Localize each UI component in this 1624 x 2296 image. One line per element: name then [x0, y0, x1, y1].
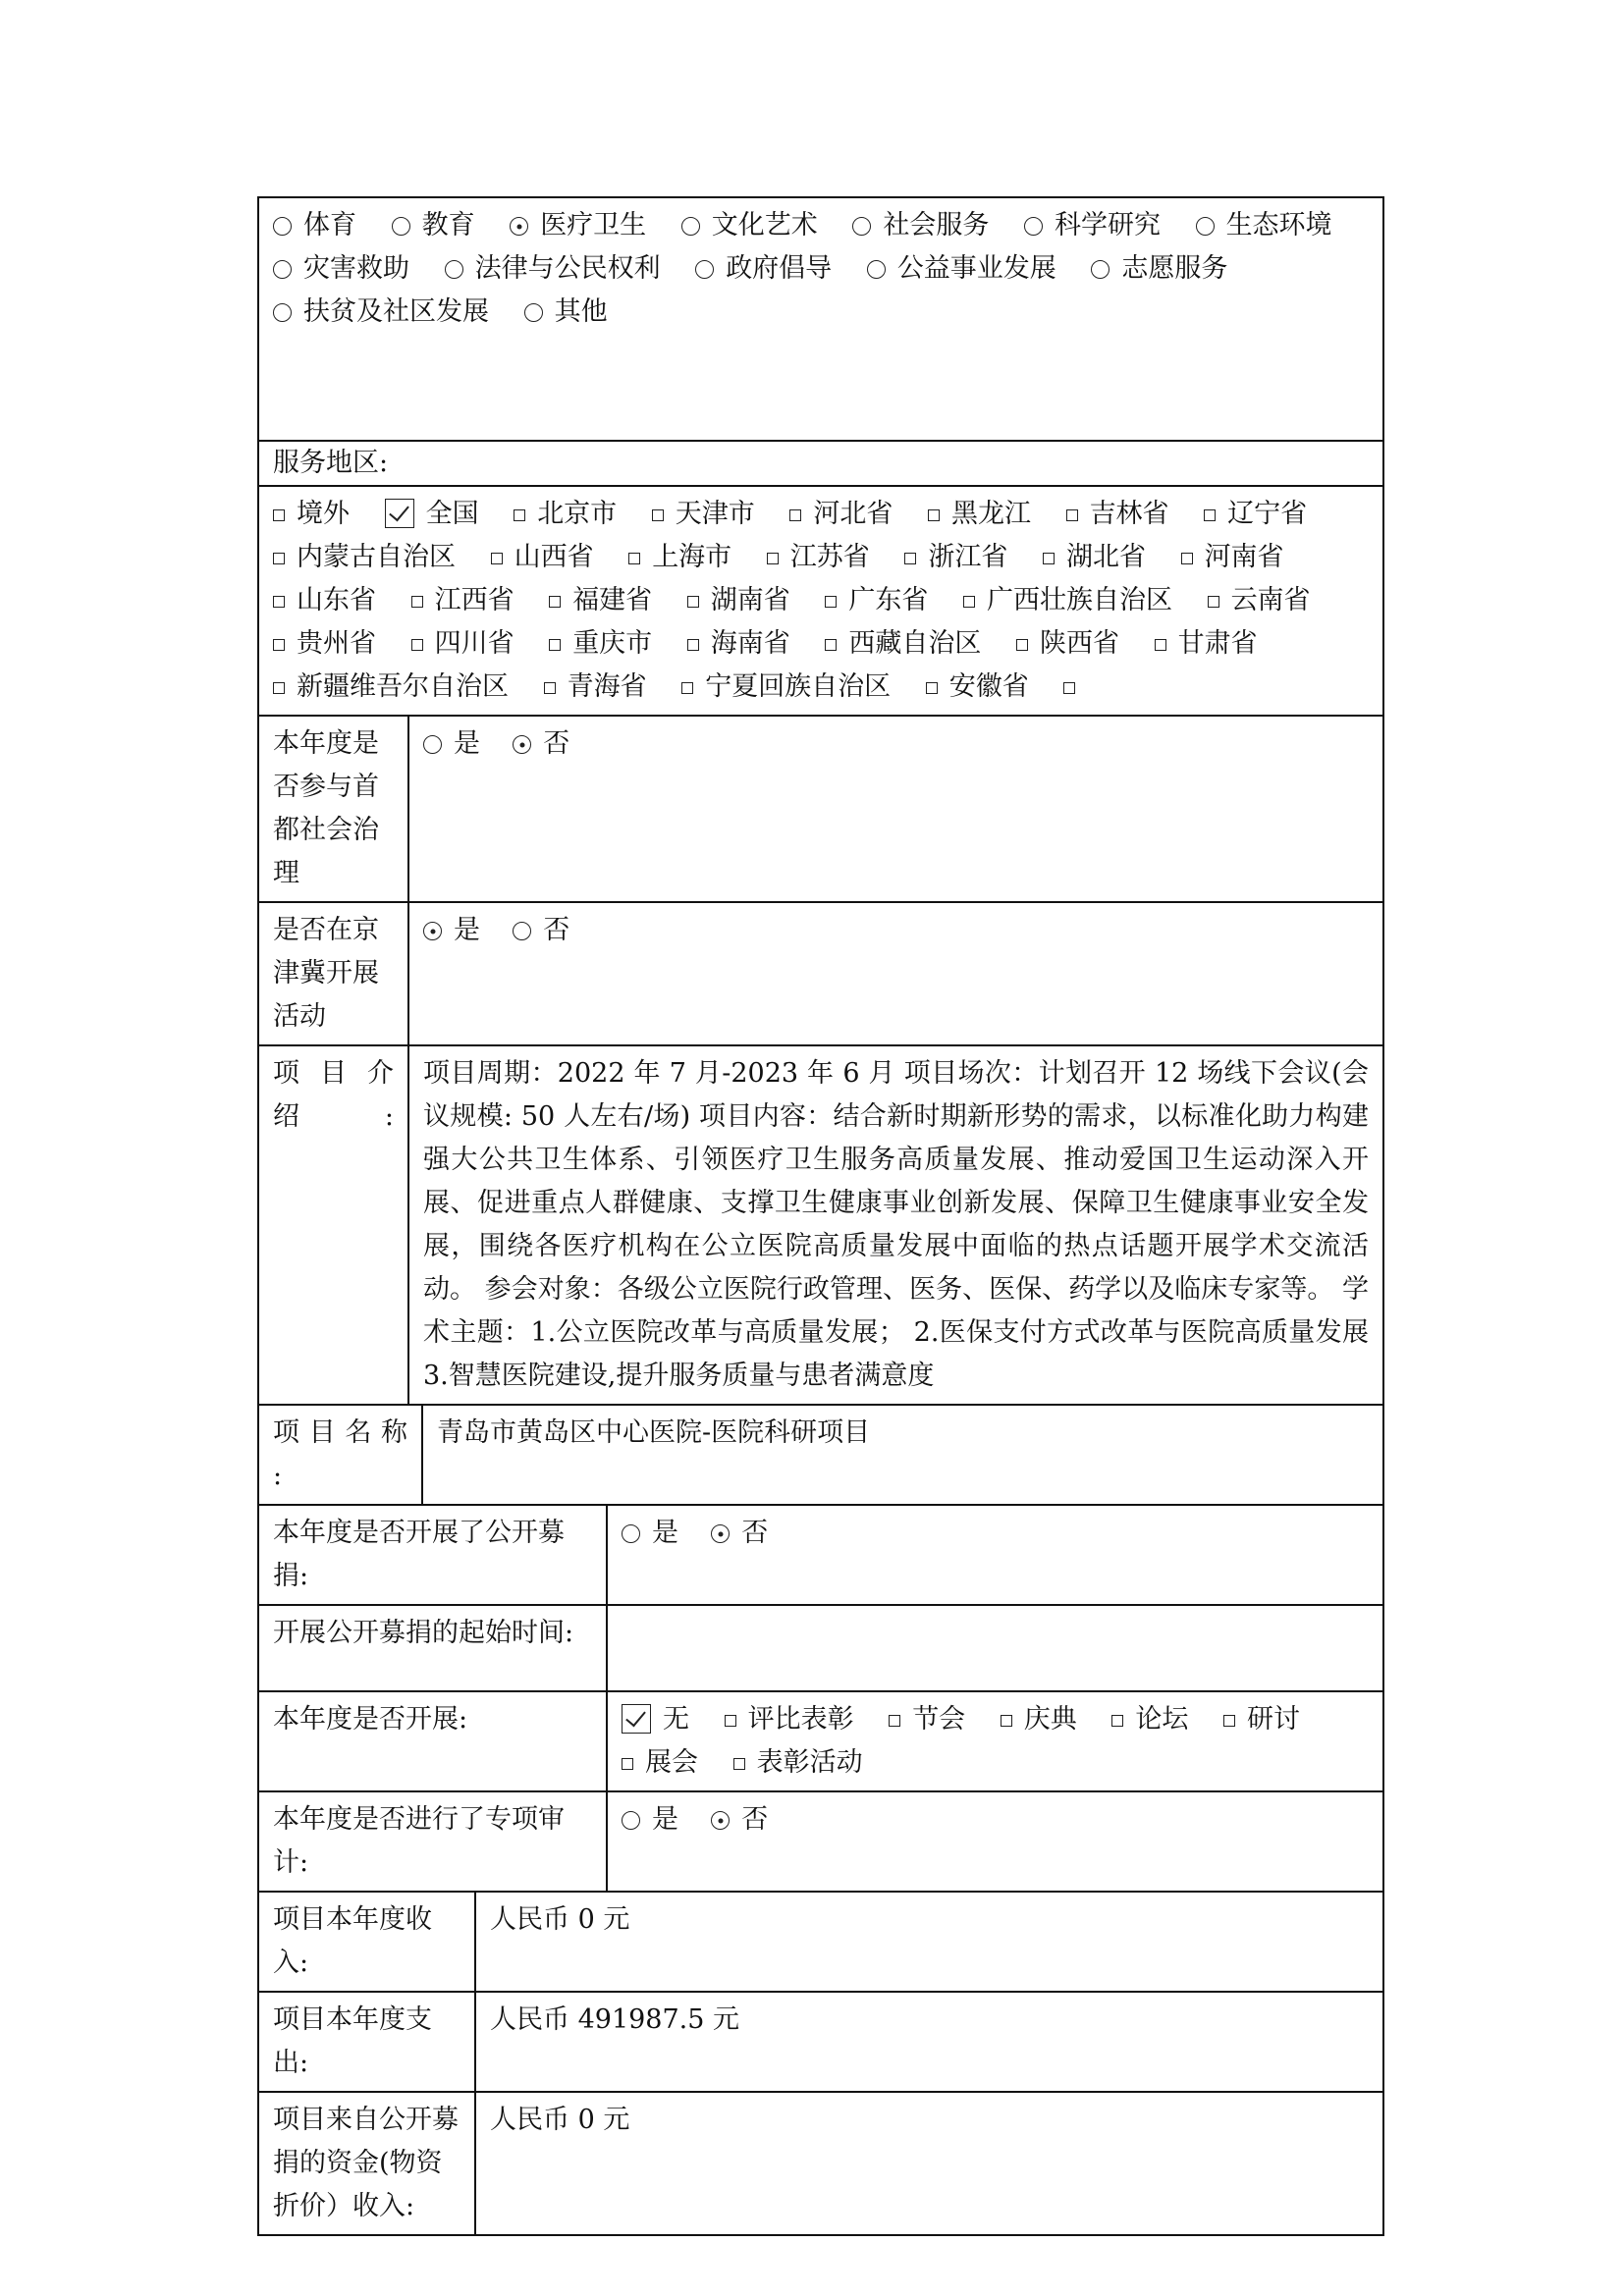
event-option-label: 研讨 — [1246, 1704, 1300, 1735]
service-area-option-label: 黑龙江 — [950, 499, 1031, 529]
intro-label-cell — [258, 1045, 408, 1405]
checkbox-icon — [963, 596, 975, 608]
service-area-option-label: 北京市 — [537, 499, 618, 529]
checkbox-icon — [1043, 553, 1055, 564]
special-audit-label-cell — [258, 1791, 607, 1892]
intro-text-cell — [408, 1045, 1383, 1405]
category-option-label: 其他 — [554, 296, 608, 327]
service-area-option[interactable] — [411, 585, 514, 615]
radio-icon — [867, 260, 886, 279]
category-options — [258, 197, 1383, 441]
radio-icon — [695, 260, 714, 279]
service-area-option[interactable] — [789, 499, 893, 529]
service-area-option-label: 山西省 — [514, 542, 594, 572]
service-area-option-label: 湖北省 — [1065, 542, 1146, 572]
form-table-name — [257, 1404, 1384, 1506]
checkbox-icon — [767, 553, 779, 564]
special-audit-yes[interactable]: 是 — [622, 1804, 678, 1835]
checkbox-icon — [273, 509, 285, 521]
category-option[interactable] — [681, 210, 818, 240]
checkbox-icon — [1001, 1715, 1012, 1727]
service-area-option[interactable] — [825, 585, 928, 615]
checkbox-icon — [681, 682, 693, 694]
radio-selected-icon — [711, 1524, 730, 1543]
checkbox-icon — [544, 682, 556, 694]
checkbox-icon — [514, 509, 525, 521]
service-area-option-label: 广西壮族自治区 — [986, 585, 1172, 615]
checkbox-icon — [928, 509, 940, 521]
report-form — [257, 196, 1384, 2236]
service-area-option[interactable] — [1043, 542, 1146, 572]
capital-governance-no[interactable]: 否 — [513, 728, 569, 759]
checkbox-icon — [733, 1758, 745, 1770]
expense-label: 项目本年度支出: — [273, 2004, 432, 2078]
service-area-option[interactable] — [549, 628, 652, 659]
radio-icon — [1024, 217, 1043, 236]
checkbox-icon — [825, 639, 837, 651]
service-area-option-label: 吉林省 — [1089, 499, 1169, 529]
public-funds-value: 人民币 0 元 — [490, 2105, 630, 2135]
service-area-option-label: 宁夏回族自治区 — [705, 671, 892, 702]
service-area-option-label: 河南省 — [1204, 542, 1284, 572]
service-area-option[interactable] — [273, 585, 376, 615]
radio-selected-icon — [513, 735, 531, 754]
checkbox-icon — [1208, 596, 1219, 608]
checkbox-icon — [549, 639, 561, 651]
public-fundraising-value — [607, 1505, 1383, 1605]
category-option-label: 志愿服务 — [1121, 253, 1228, 284]
events-checkbox-group[interactable] — [622, 1704, 1335, 1778]
checkbox-icon — [491, 553, 503, 564]
service-area-option[interactable] — [904, 542, 1007, 572]
special-audit-no[interactable]: 否 — [711, 1804, 768, 1835]
service-area-option-label: 湖南省 — [710, 585, 790, 615]
category-option-label: 灾害救助 — [303, 253, 409, 284]
service-area-option[interactable] — [825, 628, 981, 659]
event-option-label: 庆典 — [1023, 1704, 1077, 1735]
public-funds-label-cell — [258, 2092, 475, 2235]
checkbox-icon — [725, 1715, 736, 1727]
service-area-label: 服务地区: — [273, 448, 389, 478]
checkbox-icon — [687, 596, 699, 608]
intro-text: 项目周期：2022 年 7 月-2023 年 6 月 项目场次：计划召开 12 场线下会议(会议规模: 50 人左右/场) 项目内容：结合新时期新形势的需求，以标准化助力构建强大公共卫生体系、引领医疗卫生服务高质量发展、推动爱国卫生运动深入开展、促进重点人群健康、支撑卫生健康事业创新发展、保障卫生健康事业安全发展，围绕各医疗机构在公立医院高质量发展中面临的热点话题开展学术交流活动。 参会对象：各级公立医院行政管理、医务、医保、药学以及临床专家等。 学术主题：1.公立医院改革与高质量发展； 2.医保支付方式改革与医院高质量发展 3.智慧医院建设,提升服务质量与患者满意度 — [423, 1058, 1369, 1391]
event-option-label: 展会 — [645, 1747, 698, 1778]
event-option[interactable] — [725, 1704, 854, 1735]
radio-icon — [445, 260, 463, 279]
category-option-label: 公益事业发展 — [896, 253, 1056, 284]
service-area-option[interactable] — [514, 499, 617, 529]
jjj-activity-no[interactable]: 否 — [513, 915, 569, 945]
service-area-option-label: 甘肃省 — [1177, 628, 1258, 659]
service-area-option[interactable] — [544, 671, 647, 702]
checkbox-icon — [1016, 639, 1028, 651]
category-option-label: 体育 — [303, 210, 356, 240]
checkbox-icon — [926, 682, 938, 694]
service-area-option-label: 陕西省 — [1039, 628, 1119, 659]
special-audit-label: 本年度是否进行了专项审计: — [273, 1804, 565, 1878]
service-area-option-label: 河北省 — [813, 499, 893, 529]
income-label-cell — [258, 1892, 475, 1992]
category-option[interactable] — [273, 296, 489, 327]
radio-icon — [852, 217, 871, 236]
service-area-option[interactable] — [411, 628, 514, 659]
checkbox-checked-icon — [622, 1704, 651, 1734]
expense-value-cell — [475, 1992, 1383, 2092]
service-area-option[interactable] — [273, 628, 376, 659]
capital-governance-yes[interactable]: 是 — [423, 728, 480, 759]
radio-icon — [622, 1811, 640, 1830]
fundraising-start-label: 开展公开募捐的起始时间: — [273, 1618, 574, 1648]
service-area-option[interactable] — [385, 499, 479, 529]
event-option[interactable] — [1223, 1704, 1300, 1735]
checkbox-icon — [789, 509, 801, 521]
service-area-option-label: 贵州省 — [297, 628, 376, 659]
checkbox-icon — [1155, 639, 1166, 651]
service-area-option[interactable] — [1181, 542, 1284, 572]
public-fundraising-yes[interactable]: 是 — [622, 1518, 678, 1548]
income-label: 项目本年度收入: — [273, 1904, 432, 1978]
category-option[interactable] — [1024, 210, 1161, 240]
service-area-option[interactable] — [1016, 628, 1119, 659]
checkbox-icon — [628, 553, 640, 564]
capital-governance-label-cell — [258, 716, 408, 902]
public-fundraising-no[interactable]: 否 — [711, 1518, 768, 1548]
service-area-option-label: 辽宁省 — [1227, 499, 1308, 529]
event-option[interactable] — [733, 1747, 863, 1778]
category-option-label: 扶贫及社区发展 — [303, 296, 489, 327]
event-option[interactable] — [1001, 1704, 1077, 1735]
service-area-option-label: 江苏省 — [789, 542, 870, 572]
radio-selected-icon — [510, 217, 528, 236]
checkbox-icon — [411, 639, 423, 651]
checkbox-icon — [1204, 509, 1216, 521]
event-option[interactable] — [1111, 1704, 1188, 1735]
service-area-option-label: 全国 — [425, 499, 479, 529]
category-option-label: 社会服务 — [883, 210, 990, 240]
service-area-option-label: 云南省 — [1230, 585, 1311, 615]
category-option-label: 生态环境 — [1225, 210, 1332, 240]
category-option-label: 政府倡导 — [726, 253, 833, 284]
event-option-label: 论坛 — [1135, 1704, 1189, 1735]
service-area-label-cell — [258, 441, 1383, 486]
category-option[interactable] — [1091, 253, 1227, 284]
form-table-finance — [257, 1891, 1384, 2236]
radio-icon — [681, 217, 700, 236]
radio-icon — [1091, 260, 1110, 279]
jjj-activity-value — [408, 902, 1383, 1045]
category-option-label: 法律与公民权利 — [474, 253, 661, 284]
category-option[interactable] — [524, 296, 608, 327]
expense-label-cell — [258, 1992, 475, 2092]
category-option[interactable] — [852, 210, 989, 240]
jjj-activity-label: 是否在京津冀开展活动 — [273, 915, 379, 1032]
service-area-option-label: 天津市 — [675, 499, 755, 529]
service-area-option[interactable] — [273, 671, 509, 702]
service-area-option[interactable] — [1155, 628, 1258, 659]
service-area-option-label: 海南省 — [710, 628, 790, 659]
events-label-cell — [258, 1691, 607, 1791]
service-area-option[interactable] — [1208, 585, 1311, 615]
category-radio-group[interactable] — [273, 210, 1367, 327]
checkbox-icon — [889, 1715, 900, 1727]
radio-icon — [423, 735, 442, 754]
service-area-option-label: 安徽省 — [948, 671, 1029, 702]
category-option-label: 文化艺术 — [711, 210, 818, 240]
category-option-label: 教育 — [421, 210, 475, 240]
checkbox-icon — [273, 682, 285, 694]
radio-icon — [273, 303, 292, 322]
income-value-cell — [475, 1892, 1383, 1992]
category-option[interactable] — [510, 210, 646, 240]
service-area-option[interactable] — [687, 628, 790, 659]
service-area-option[interactable] — [1066, 499, 1169, 529]
service-area-option-label: 广东省 — [848, 585, 929, 615]
radio-icon — [524, 303, 543, 322]
checkbox-icon — [1181, 553, 1193, 564]
checkbox-icon — [273, 639, 285, 651]
checkbox-icon — [825, 596, 837, 608]
event-option[interactable] — [889, 1704, 965, 1735]
service-area-option-label: 福建省 — [572, 585, 653, 615]
category-option[interactable] — [273, 253, 409, 284]
checkbox-icon — [1111, 1715, 1123, 1727]
radio-icon — [273, 260, 292, 279]
radio-selected-icon — [423, 922, 442, 940]
checkbox-icon[interactable] — [1063, 682, 1075, 694]
category-option-label: 科学研究 — [1054, 210, 1161, 240]
form-table-fundraising — [257, 1504, 1384, 1893]
radio-icon — [392, 217, 410, 236]
category-option[interactable] — [867, 253, 1056, 284]
special-audit-value — [607, 1791, 1383, 1892]
project-name-label: 项 目 名 称 : — [273, 1417, 407, 1491]
service-area-option-label: 山东省 — [297, 585, 376, 615]
service-area-option-label: 浙江省 — [928, 542, 1008, 572]
service-area-option[interactable] — [963, 585, 1172, 615]
service-area-option-label: 江西省 — [434, 585, 514, 615]
service-area-option-label: 四川省 — [434, 628, 514, 659]
public-funds-value-cell — [475, 2092, 1383, 2235]
fundraising-start-value-cell — [607, 1605, 1383, 1691]
service-area-option[interactable] — [767, 542, 870, 572]
checkbox-checked-icon — [385, 499, 414, 528]
service-area-option-label: 青海省 — [567, 671, 647, 702]
service-area-option-label: 新疆维吾尔自治区 — [297, 671, 509, 702]
service-area-option[interactable] — [273, 542, 456, 572]
service-area-options — [258, 486, 1383, 716]
checkbox-icon — [904, 553, 916, 564]
public-fundraising-label: 本年度是否开展了公开募捐: — [273, 1518, 565, 1591]
event-option-label: 评比表彰 — [747, 1704, 854, 1735]
checkbox-icon — [652, 509, 664, 521]
project-name-label-cell — [258, 1405, 422, 1505]
checkbox-icon — [1066, 509, 1078, 521]
service-area-option-label: 上海市 — [652, 542, 732, 572]
event-option-label: 节会 — [912, 1704, 966, 1735]
service-area-option[interactable] — [926, 671, 1029, 702]
checkbox-icon — [549, 596, 561, 608]
jjj-activity-yes[interactable]: 是 — [423, 915, 480, 945]
radio-selected-icon — [711, 1811, 730, 1830]
public-funds-label: 项目来自公开募捐的资金(物资折价）收入: — [273, 2105, 459, 2221]
checkbox-icon — [687, 639, 699, 651]
service-area-option-label: 内蒙古自治区 — [297, 542, 456, 572]
service-area-option-label: 西藏自治区 — [848, 628, 982, 659]
expense-value: 人民币 491987.5 元 — [490, 2004, 739, 2035]
category-option[interactable] — [1196, 210, 1332, 240]
service-area-option[interactable] — [687, 585, 790, 615]
service-area-option-label: 重庆市 — [572, 628, 653, 659]
capital-governance-label: 本年度是否参与首都社会治理 — [273, 728, 379, 888]
category-option[interactable] — [392, 210, 475, 240]
service-area-option[interactable] — [928, 499, 1031, 529]
radio-icon — [273, 217, 292, 236]
service-area-option[interactable] — [681, 671, 891, 702]
category-option[interactable] — [695, 253, 832, 284]
checkbox-icon — [273, 596, 285, 608]
category-option[interactable] — [273, 210, 356, 240]
service-area-checkbox-group[interactable] — [273, 499, 1345, 702]
events-label: 本年度是否开展: — [273, 1704, 468, 1735]
checkbox-icon — [1223, 1715, 1235, 1727]
intro-label: 项 目 介 绍: — [273, 1058, 394, 1132]
income-value: 人民币 0 元 — [490, 1904, 630, 1935]
public-fundraising-label-cell — [258, 1505, 607, 1605]
service-area-option[interactable] — [1204, 499, 1307, 529]
jjj-label-cell — [258, 902, 408, 1045]
event-option-label: 表彰活动 — [756, 1747, 863, 1778]
service-area-option[interactable] — [652, 499, 755, 529]
form-table-top — [257, 196, 1384, 1406]
events-options — [607, 1691, 1383, 1791]
event-option-label: 无 — [663, 1704, 689, 1735]
service-area-option[interactable] — [491, 542, 594, 572]
project-name-value[interactable]: 青岛市黄岛区中心医院-医院科研项目 — [437, 1417, 871, 1448]
event-option[interactable] — [622, 1704, 689, 1735]
checkbox-icon — [411, 596, 423, 608]
event-option[interactable] — [622, 1747, 698, 1778]
project-name-value-cell — [422, 1405, 1383, 1505]
service-area-option-label: 境外 — [297, 499, 350, 529]
fundraising-start-label-cell — [258, 1605, 607, 1691]
category-option[interactable] — [445, 253, 661, 284]
service-area-option[interactable] — [273, 499, 350, 529]
service-area-option[interactable] — [628, 542, 731, 572]
service-area-option[interactable] — [549, 585, 652, 615]
checkbox-icon — [622, 1758, 633, 1770]
radio-icon — [513, 922, 531, 940]
category-option-label: 医疗卫生 — [540, 210, 647, 240]
checkbox-icon — [273, 553, 285, 564]
radio-icon — [1196, 217, 1215, 236]
radio-icon — [622, 1524, 640, 1543]
capital-governance-value — [408, 716, 1383, 902]
